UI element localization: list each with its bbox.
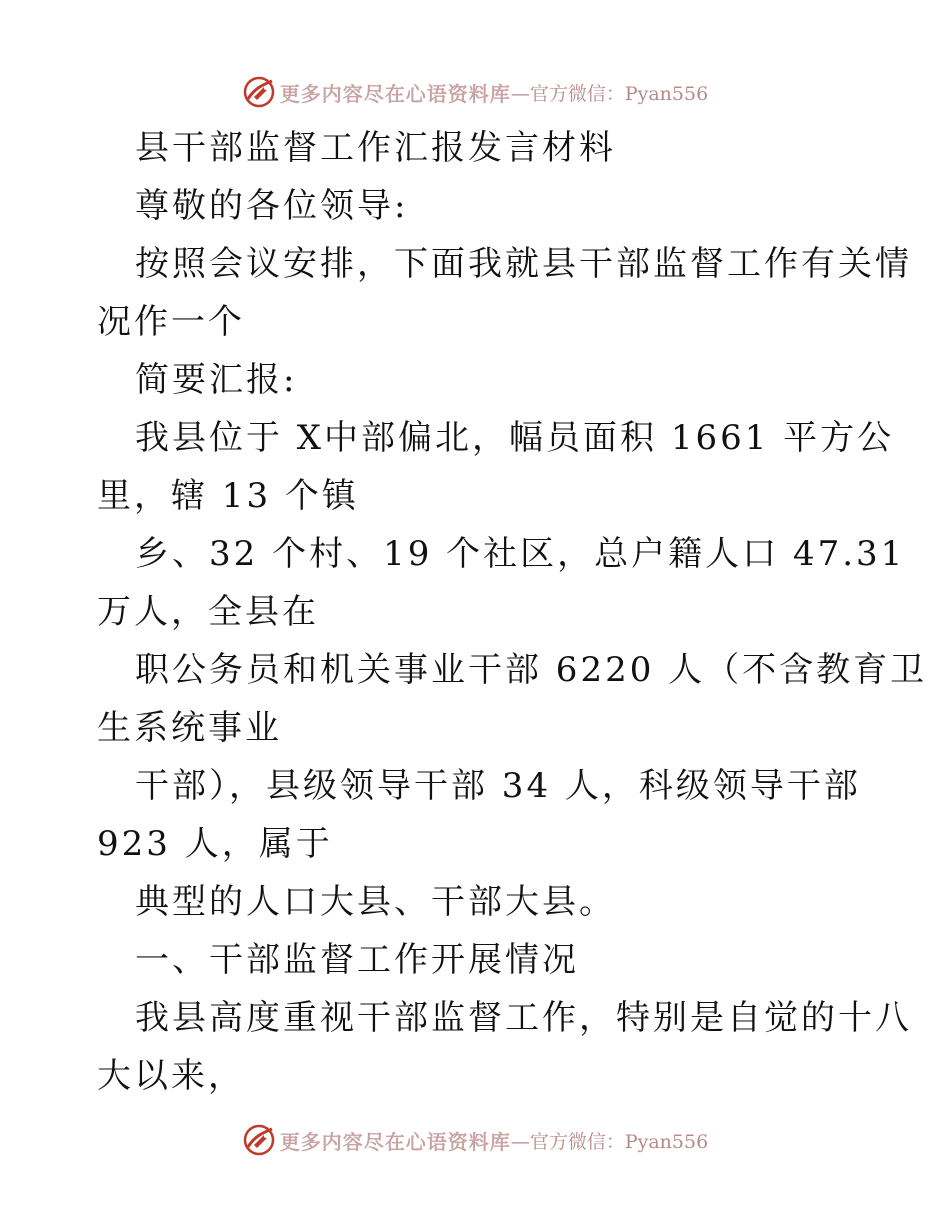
banner-main-text: 更多内容尽在心语资料库 [279,1129,511,1154]
paragraph-line: 923 人，属于 [97,824,333,864]
paragraph-line: 简要汇报: [135,360,298,400]
paragraph-line: 我县高度重视干部监督工作，特别是自觉的十八 [135,998,912,1038]
paragraph-line: 乡、32 个村、19 个社区，总户籍人口 47.31 [135,534,906,574]
header-watermark [0,72,950,112]
pen-logo-icon [242,1123,276,1157]
paragraph-line: 干部），县级领导干部 34 人，科级领导干部 [135,766,861,806]
banner-main-text: 更多内容尽在心语资料库 [279,81,511,106]
banner-wechat-text: —官方微信：Pyan556 [510,1130,709,1153]
document-title: 县干部监督工作汇报发言材料 [135,128,616,168]
paragraph-line: 大以来， [97,1056,245,1096]
paragraph-line: 职公务员和机关事业干部 6220 人（不含教育卫 [135,650,928,690]
paragraph-line: 按照会议安排，下面我就县干部监督工作有关情 [135,244,912,284]
salutation: 尊敬的各位领导: [135,186,409,226]
paragraph-line: 生系统事业 [97,708,282,748]
paragraph-line: 况作一个 [97,302,245,342]
paragraph-line: 里，辖 13 个镇 [97,476,359,516]
section-heading: 一、干部监督工作开展情况 [135,940,579,980]
pen-logo-icon [242,75,276,109]
paragraph-line: 典型的人口大县、干部大县。 [135,882,616,922]
footer-watermark [0,1120,950,1160]
paragraph-line: 万人，全县在 [97,592,319,632]
banner-wechat-text: —官方微信：Pyan556 [510,82,709,105]
paragraph-line: 我县位于 X中部偏北，幅员面积 1661 平方公 [135,418,895,458]
